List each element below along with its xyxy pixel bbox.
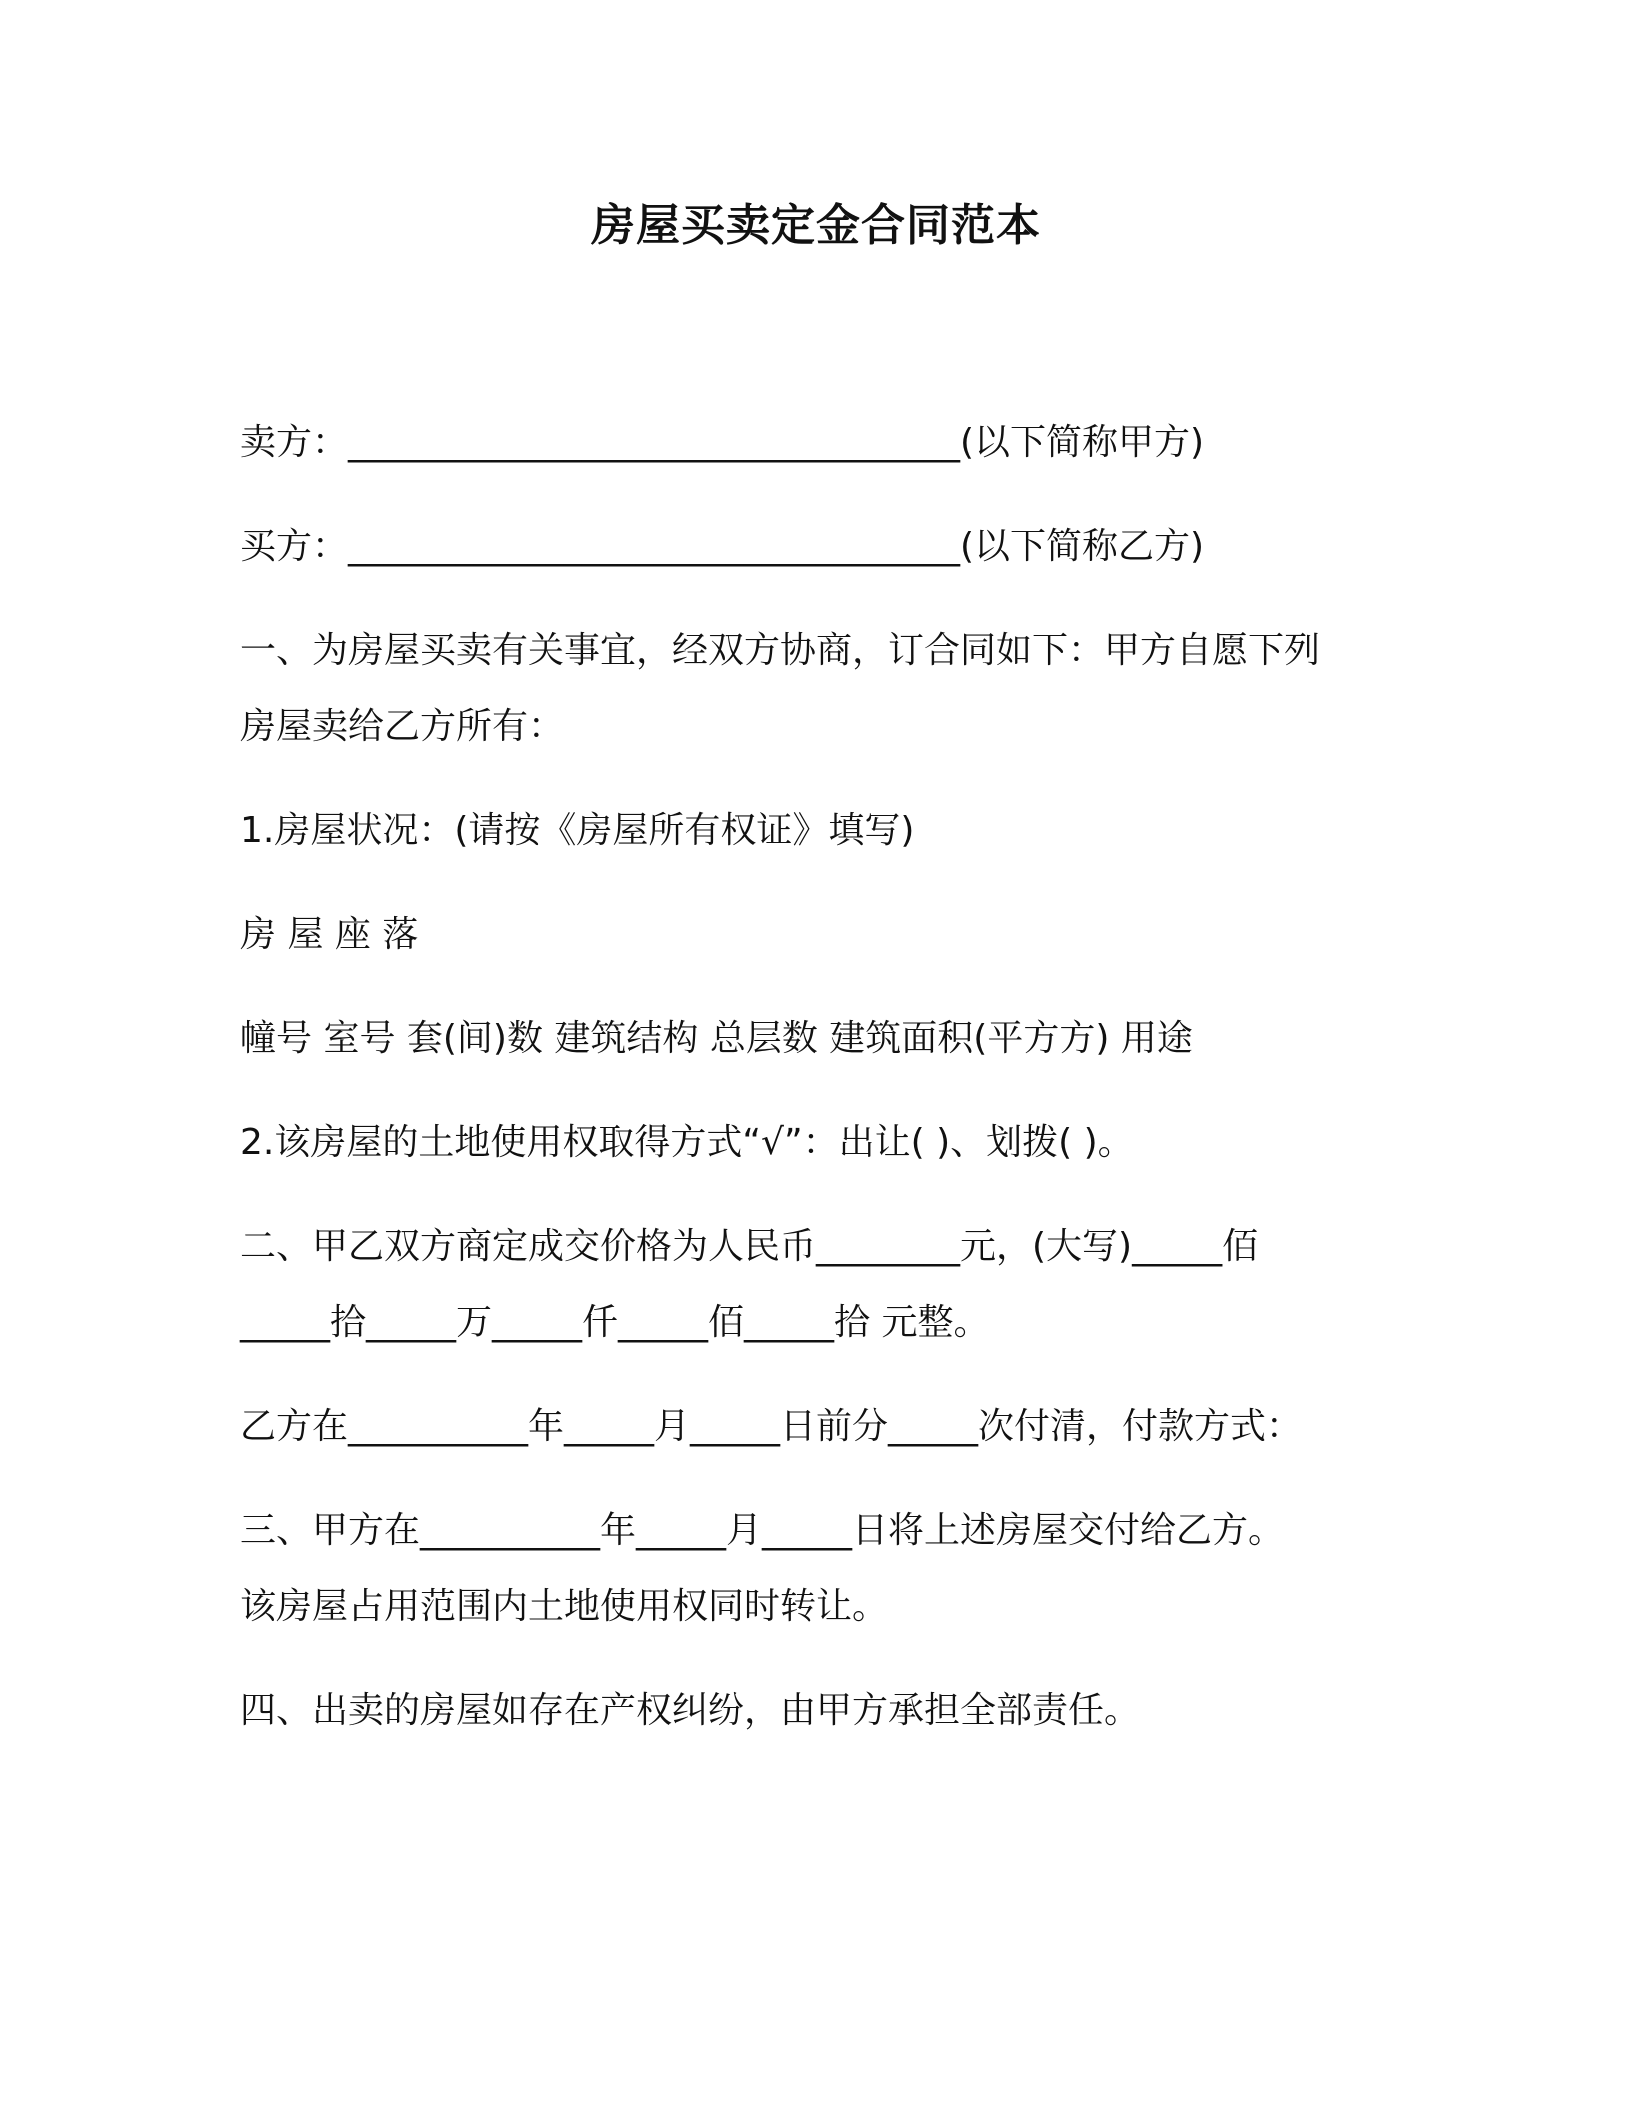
land-use-right-line: 2.该房屋的土地使用权取得方式“√”：出让( )、划拨( )。 [240,1122,1134,1163]
house-location-line: 房 屋 座 落 [240,914,419,955]
buyer-line: 买方：__________________________________(以下简称乙方) [240,526,1205,567]
clause-2-price-amount-line: _____拾_____万_____仟_____佰_____拾 元整。 [240,1302,990,1343]
clause-3-land-transfer-line: 该房屋占用范围内土地使用权同时转让。 [240,1586,889,1627]
clause-4-line: 四、出卖的房屋如存在产权纠纷，由甲方承担全部责任。 [240,1690,1141,1731]
clause-1-intro: 一、为房屋买卖有关事宜，经双方协商，订合同如下：甲方自愿下列 [240,630,1321,671]
clause-3-delivery-line: 三、甲方在__________年_____月_____日将上述房屋交付给乙方。 [240,1510,1285,1551]
clause-2-price-line: 二、甲乙双方商定成交价格为人民币________元，(大写)_____佰 [240,1226,1259,1267]
seller-line: 卖方：__________________________________(以下简称甲方) [240,422,1205,463]
document-title: 房屋买卖定金合同范本 [591,200,1041,251]
clause-1-intro-continued: 房屋卖给乙方所有： [240,706,565,747]
payment-line: 乙方在__________年_____月_____日前分_____次付清，付款方式： [240,1406,1303,1447]
house-attributes-line: 幢号 室号 套(间)数 建筑结构 总层数 建筑面积(平方方) 用途 [240,1018,1193,1059]
house-status-line: 1.房屋状况：(请按《房屋所有权证》填写) [240,810,915,851]
